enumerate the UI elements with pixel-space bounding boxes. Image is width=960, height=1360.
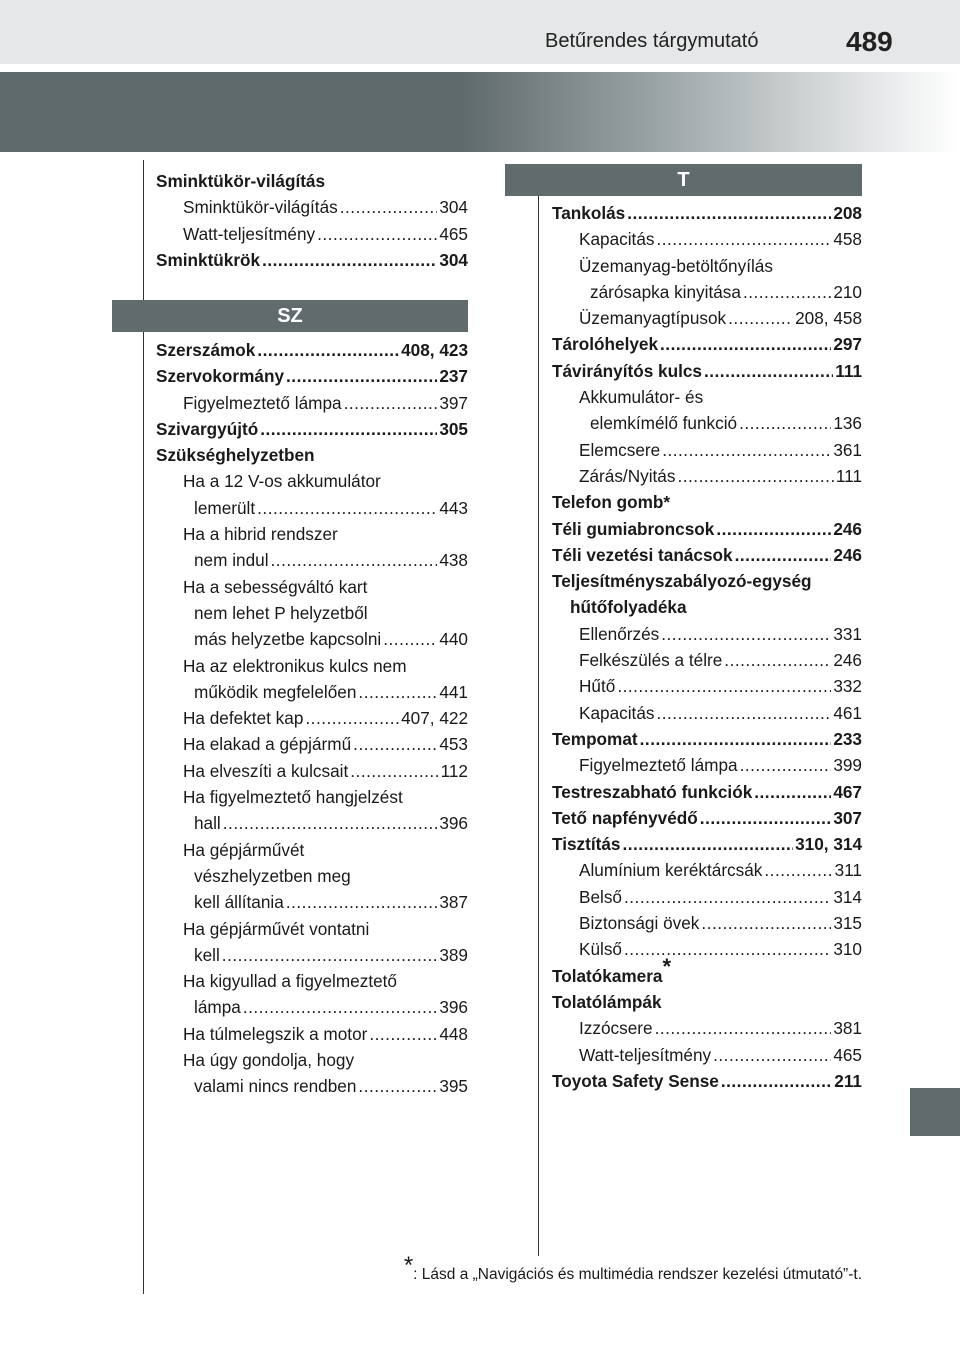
index-entry-text: Ha figyelmeztető hangjelzést <box>183 787 403 808</box>
leader-dots <box>656 700 831 726</box>
index-list-sz <box>156 337 468 1100</box>
index-entry-text: Zárás/Nyitás <box>579 465 676 486</box>
index-entry <box>156 863 468 889</box>
index-entry-text: Szükséghelyzetben <box>156 445 315 466</box>
index-entry: Tolatókamera * <box>552 963 862 989</box>
index-entry-page: 387 <box>439 892 468 913</box>
index-entry <box>552 726 862 752</box>
index-entry-text: Szerszámok <box>156 340 256 360</box>
index-entry-page: 246 <box>833 518 862 539</box>
index-entry-text: Tempomat <box>552 728 638 749</box>
index-entry <box>156 442 468 468</box>
index-entry <box>552 910 862 936</box>
index-list-left-top <box>156 168 468 273</box>
index-entry <box>552 884 862 910</box>
index-entry-text: Tankolás <box>552 203 626 223</box>
index-entry-text: Kapacitás <box>579 702 655 723</box>
index-entry-page: 112 <box>440 760 468 781</box>
index-entry <box>156 705 468 731</box>
leader-dots <box>627 200 831 226</box>
leader-dots <box>353 731 437 757</box>
index-entry <box>552 279 862 305</box>
index-entry-text: Teljesítményszabályozó-egység <box>552 571 812 592</box>
index-entry-page: 208 <box>833 203 862 223</box>
leader-dots <box>624 884 831 910</box>
index-entry-page: 246 <box>833 650 862 671</box>
index-entry-text: Tisztítás <box>552 834 621 855</box>
index-entry-page: 304 <box>439 197 468 218</box>
index-entry-page: 458 <box>833 229 862 250</box>
leader-dots <box>728 305 793 331</box>
index-entry <box>552 253 862 279</box>
index-entry-text: Tolatólámpák <box>552 991 662 1012</box>
index-entry-text: kell állítania <box>194 892 284 913</box>
index-entry-page: 304 <box>439 249 468 270</box>
letter-heading-sz: SZ <box>112 300 468 332</box>
leader-dots <box>677 463 833 489</box>
index-entry <box>156 600 468 626</box>
index-entry <box>156 968 468 994</box>
index-entry-text: elemkímélő funkció <box>590 413 738 434</box>
index-entry <box>156 1073 468 1099</box>
index-entry-text: vészhelyzetben meg <box>194 865 351 886</box>
index-entry-page: 465 <box>833 1044 862 1065</box>
index-entry <box>552 1015 862 1041</box>
index-entry-page: 407, 422 <box>401 708 468 729</box>
index-entry-text: Alumínium keréktárcsák <box>579 860 763 881</box>
footnote <box>403 1252 862 1286</box>
leader-dots <box>286 363 437 389</box>
index-entry-text: Ha a 12 V-os akkumulátor <box>183 471 381 492</box>
index-entry-text: más helyzetbe kapcsolni <box>194 629 382 650</box>
index-entry-text: Akkumulátor- és <box>579 387 704 408</box>
leader-dots <box>344 390 438 416</box>
index-entry <box>156 837 468 863</box>
leader-dots <box>655 1015 832 1041</box>
index-entry <box>156 994 468 1020</box>
index-entry-text: Külső <box>579 939 622 960</box>
index-entry-text: Ellenőrzés <box>579 623 660 644</box>
index-entry-page: 297 <box>833 334 862 355</box>
index-entry <box>552 700 862 726</box>
leader-dots <box>743 279 831 305</box>
index-entry-page: 210 <box>833 281 862 302</box>
index-entry-text: Ha gépjárművét vontatni <box>183 918 370 939</box>
page-number: 489 <box>846 26 893 57</box>
index-entry <box>552 1068 862 1094</box>
index-entry-text: Toyota Safety Sense <box>552 1070 719 1091</box>
index-entry-page: 332 <box>833 676 862 697</box>
index-entry-text: Ha úgy gondolja, hogy <box>183 1050 355 1071</box>
index-entry-text: Watt-teljesítmény <box>579 1044 712 1065</box>
index-list-t <box>552 200 862 1094</box>
index-entry <box>552 805 862 831</box>
index-entry-text: nem indul <box>194 550 269 571</box>
chapter-tab <box>910 1088 960 1136</box>
index-entry-page: 465 <box>439 223 468 244</box>
index-entry <box>552 621 862 647</box>
leader-dots <box>243 994 438 1020</box>
index-entry <box>552 568 862 594</box>
index-entry-text: Figyelmeztető lámpa <box>183 392 342 413</box>
leader-dots <box>383 626 437 652</box>
index-entry <box>156 1047 468 1073</box>
index-entry <box>156 942 468 968</box>
index-entry-text: működik megfelelően <box>194 681 357 702</box>
index-entry-page: 111 <box>835 360 862 381</box>
index-entry-text: Szervokormány <box>156 366 285 387</box>
index-entry-text: Sminktükör-világítás <box>183 197 338 218</box>
index-entry-text: Testreszabható funkciók <box>552 781 753 802</box>
index-entry <box>156 363 468 389</box>
index-entry <box>156 521 468 547</box>
index-entry <box>156 626 468 652</box>
index-entry-page: 237 <box>439 366 468 387</box>
index-entry-text: Üzemanyagtípusok <box>579 308 727 329</box>
index-entry <box>552 542 862 568</box>
leader-dots <box>257 337 399 363</box>
index-entry <box>552 831 862 857</box>
leader-dots <box>739 410 831 436</box>
index-entry <box>156 194 468 220</box>
index-entry-text: Belső <box>579 886 622 907</box>
index-entry-page: 389 <box>439 944 468 965</box>
index-entry-text: nem lehet P helyzetből <box>194 602 368 623</box>
leader-dots <box>223 810 438 836</box>
index-entry-page: 395 <box>439 1076 468 1097</box>
column-divider-left-top <box>143 160 144 300</box>
index-entry-text: Ha az elektronikus kulcs nem <box>183 655 407 676</box>
index-entry <box>156 731 468 757</box>
header-banner <box>0 72 960 152</box>
index-entry <box>552 989 862 1015</box>
index-entry-page: 246 <box>833 544 862 565</box>
index-entry-text: kell <box>194 944 220 965</box>
leader-dots <box>350 758 438 784</box>
index-entry-page: 461 <box>833 702 862 723</box>
index-entry-page: 453 <box>439 734 468 755</box>
index-entry-text: Ha elakad a gépjármű <box>183 734 352 755</box>
index-entry <box>156 247 468 273</box>
column-divider-left <box>143 332 144 1294</box>
index-entry-page: 331 <box>833 623 862 644</box>
index-entry-text: Tárolóhelyek <box>552 334 659 355</box>
index-entry-text: Biztonsági övek <box>579 913 700 934</box>
index-entry-page: 315 <box>833 913 862 934</box>
index-entry <box>552 936 862 962</box>
index-entry-page: 408, 423 <box>401 340 468 360</box>
index-entry-text: Szivargyújtó <box>156 418 259 439</box>
index-entry <box>156 221 468 247</box>
index-entry-page: 399 <box>833 755 862 776</box>
index-entry-page: 208, 458 <box>795 308 862 329</box>
index-entry-page: 211 <box>834 1070 862 1091</box>
index-entry-text: Kapacitás <box>579 229 655 250</box>
index-entry-page: 111 <box>835 465 862 486</box>
index-entry-text: hűtőfolyadéka <box>570 597 687 618</box>
index-entry <box>156 168 468 194</box>
leader-dots <box>624 936 831 962</box>
leader-dots <box>662 437 831 463</box>
leader-dots <box>271 547 438 573</box>
leader-dots <box>369 1021 437 1047</box>
leader-dots <box>740 752 832 778</box>
index-entry-text: Ha kigyullad a figyelmeztető <box>183 971 397 992</box>
index-entry-page: 305 <box>439 418 468 439</box>
index-entry-text: Téli gumiabroncsok <box>552 518 715 539</box>
leader-dots <box>317 221 437 247</box>
leader-dots <box>660 331 831 357</box>
index-entry-page: 233 <box>833 728 862 749</box>
index-entry-page: 443 <box>439 497 468 518</box>
index-entry <box>156 547 468 573</box>
index-entry-text: Elemcsere <box>579 439 661 460</box>
index-entry <box>552 384 862 410</box>
leader-dots <box>700 805 832 831</box>
footnote-text: : Lásd a „Navigációs és multimédia rendszer kezelési útmutató”-t. <box>413 1266 862 1283</box>
index-entry-page: 310 <box>833 939 862 960</box>
index-entry-page: 467 <box>833 781 862 802</box>
index-entry <box>156 1021 468 1047</box>
index-entry-page: 136 <box>833 413 862 434</box>
index-entry <box>552 1042 862 1068</box>
letter-heading-t: T <box>505 164 862 196</box>
leader-dots <box>721 1068 832 1094</box>
index-entry-text: Távirányítós kulcs <box>552 360 702 381</box>
index-entry <box>156 337 468 363</box>
index-entry-text: Watt-teljesítmény <box>183 223 316 244</box>
leader-dots <box>305 705 399 731</box>
index-entry-text: Ha elveszíti a kulcsait <box>183 760 349 781</box>
index-entry <box>156 468 468 494</box>
index-entry-text: lemerült <box>194 497 256 518</box>
index-entry-text: Sminktükör-világítás <box>156 171 326 191</box>
index-entry <box>552 331 862 357</box>
index-entry-page: 440 <box>439 629 468 650</box>
index-entry <box>552 489 862 515</box>
index-entry <box>552 463 862 489</box>
index-entry-text: lámpa <box>194 997 241 1018</box>
column-divider-middle <box>538 196 539 1256</box>
header-strip <box>0 0 960 64</box>
leader-dots <box>340 194 438 220</box>
leader-dots <box>754 779 831 805</box>
index-entry-page: 314 <box>833 886 862 907</box>
index-entry-text: Ha defektet kap <box>183 708 304 729</box>
index-entry <box>552 358 862 384</box>
index-entry-text: Téli vezetési tanácsok <box>552 544 733 565</box>
index-entry-text: zárósapka kinyitása <box>590 281 741 302</box>
index-entry <box>156 916 468 942</box>
index-entry-page: 396 <box>439 813 468 834</box>
leader-dots <box>704 358 833 384</box>
index-entry <box>552 226 862 252</box>
index-entry <box>156 574 468 600</box>
index-entry-page: 310, 314 <box>795 834 862 855</box>
index-entry-page: 381 <box>833 1018 862 1039</box>
leader-dots <box>222 942 438 968</box>
leader-dots <box>622 831 793 857</box>
index-entry-page: 448 <box>439 1023 468 1044</box>
index-entry-page: 396 <box>439 997 468 1018</box>
index-entry <box>156 889 468 915</box>
index-entry <box>156 390 468 416</box>
index-entry <box>552 516 862 542</box>
index-entry <box>552 437 862 463</box>
leader-dots <box>358 1073 437 1099</box>
index-entry <box>156 653 468 679</box>
index-entry <box>552 200 862 226</box>
index-entry-text: Hűtő <box>579 676 616 697</box>
leader-dots <box>358 679 437 705</box>
index-entry <box>552 305 862 331</box>
index-entry <box>156 679 468 705</box>
index-entry-text: Telefon gomb* <box>552 492 671 513</box>
index-entry-text: Tető napfényvédő <box>552 807 698 828</box>
index-entry <box>156 495 468 521</box>
leader-dots <box>724 647 831 673</box>
index-entry-page: 438 <box>439 550 468 571</box>
index-entry-text: Tolatókamera <box>552 965 663 986</box>
leader-dots <box>260 416 437 442</box>
index-entry <box>552 752 862 778</box>
index-entry-page: 361 <box>833 439 862 460</box>
leader-dots <box>713 1042 831 1068</box>
leader-dots <box>701 910 831 936</box>
leader-dots <box>656 226 831 252</box>
leader-dots <box>640 726 832 752</box>
index-entry <box>552 410 862 436</box>
leader-dots <box>735 542 832 568</box>
index-entry-text: Ha a hibrid rendszer <box>183 524 338 545</box>
index-entry <box>552 594 862 620</box>
index-entry-page: 441 <box>439 681 468 702</box>
index-entry-page: 397 <box>439 392 468 413</box>
leader-dots <box>286 889 438 915</box>
index-entry-page: 311 <box>834 860 862 881</box>
index-entry <box>156 784 468 810</box>
index-entry-text: Felkészülés a télre <box>579 650 723 671</box>
leader-dots <box>257 495 437 521</box>
index-entry-text: hall <box>194 813 221 834</box>
index-entry-text: Izzócsere <box>579 1018 653 1039</box>
index-entry <box>552 647 862 673</box>
index-entry-text: Ha a sebességváltó kart <box>183 576 368 597</box>
leader-dots <box>262 247 437 273</box>
index-entry <box>552 857 862 883</box>
index-entry-text: Sminktükrök <box>156 249 261 270</box>
section-title: Betűrendes tárgymutató <box>545 30 759 52</box>
index-entry <box>552 673 862 699</box>
index-entry-text: Üzemanyag-betöltőnyílás <box>579 255 773 276</box>
index-entry <box>552 779 862 805</box>
index-entry-page: 307 <box>833 807 862 828</box>
index-entry-text: valami nincs rendben <box>194 1076 357 1097</box>
index-entry-text: Ha túlmelegszik a motor <box>183 1023 368 1044</box>
index-entry <box>156 758 468 784</box>
leader-dots <box>716 516 831 542</box>
index-entry-text: Figyelmeztető lámpa <box>579 755 738 776</box>
index-entry <box>156 810 468 836</box>
index-entry-text: Ha gépjárművét <box>183 839 305 860</box>
footnote-marker: * <box>403 1252 414 1279</box>
leader-dots <box>661 621 831 647</box>
leader-dots <box>617 673 831 699</box>
index-entry <box>156 416 468 442</box>
leader-dots <box>764 857 832 883</box>
